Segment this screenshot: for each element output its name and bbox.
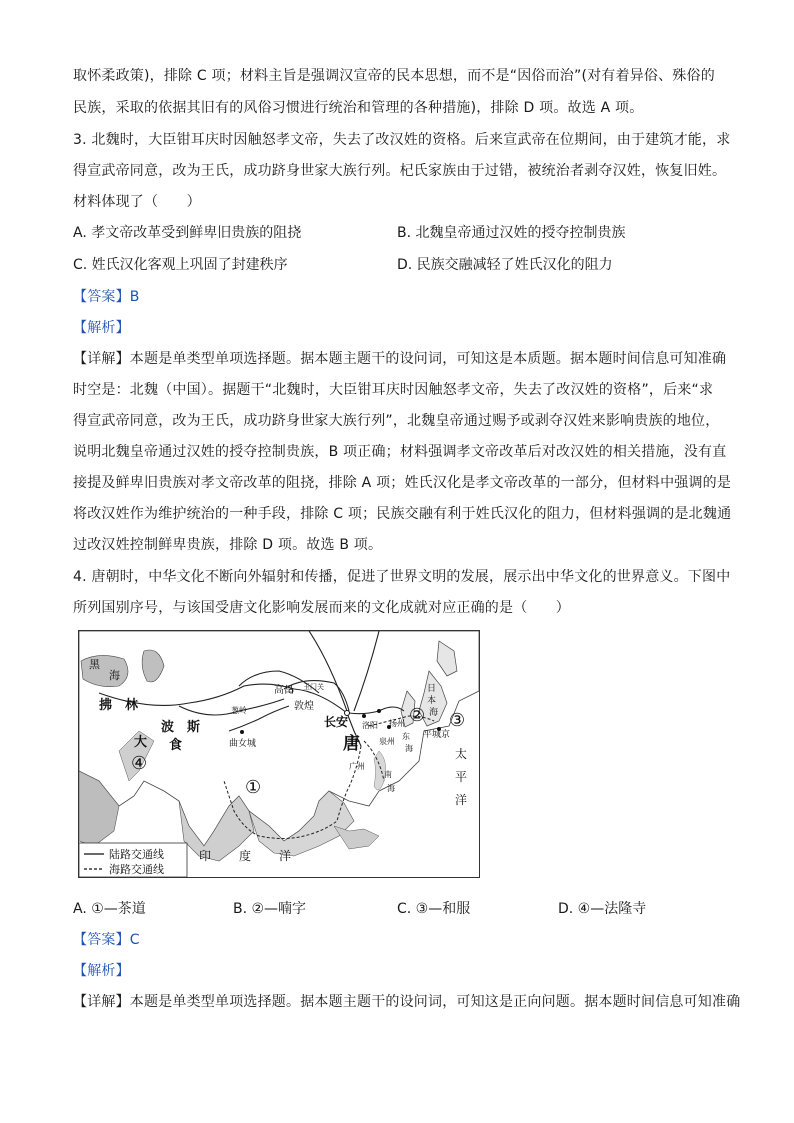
map-label: 长安 xyxy=(324,715,349,729)
map-label: 南 xyxy=(384,770,392,779)
question-4-analysis-label: 【解析】 xyxy=(73,963,130,979)
map-legend xyxy=(79,843,187,877)
tang-dynasty-map xyxy=(78,630,480,878)
question-4-option-d: D. ④—法隆寺 xyxy=(558,901,647,917)
map-label: 唐 xyxy=(343,734,360,754)
map-label: 印 xyxy=(199,849,212,863)
map-number-3: ③ xyxy=(449,710,466,731)
text-line: 取怀柔政策)，排除 C 项；材料主旨是强调汉宣帝的民本思想，而不是“因俗而治”(对有着异俗、殊俗的 xyxy=(73,68,715,84)
map-label: 曲女城 xyxy=(229,739,257,749)
map-label: 海 xyxy=(405,744,413,753)
question-3-detail: 将改汉姓作为维护统治的一种手段，排除 C 项；民族交融有利于姓氏汉化的阻力，但材料强调的是北魏通 xyxy=(73,506,732,522)
legend-sea-label: 海路交通线 xyxy=(109,863,164,876)
question-3-detail: 时空是：北魏（中国）。据题干“北魏时，大臣钳耳庆时因触怒孝文帝，失去了改汉姓的资格”，后来“求 xyxy=(73,382,714,398)
map-label: 波 斯 xyxy=(161,720,201,735)
question-3-option-d: D. 民族交融减轻了姓氏汉化的阻力 xyxy=(397,257,613,273)
map-label: 太 xyxy=(455,747,468,761)
map-label: 海 xyxy=(109,669,120,682)
map-label: 食 xyxy=(169,738,183,753)
map-label: 大 xyxy=(134,735,148,750)
map-label: 日 xyxy=(427,684,437,694)
map-label: 海 xyxy=(429,708,439,718)
map-label: 广州 xyxy=(349,762,365,771)
question-4-stem: 4. 唐朝时，中华文化不断向外辐射和传播，促进了世界文明的发展，展示出中华文化的世界意义。下图中 xyxy=(73,569,731,585)
map-number-2: ② xyxy=(409,705,426,726)
map-label: 黑 xyxy=(89,658,100,671)
question-3-stem: 3. 北魏时，大臣钳耳庆时因触怒孝文帝，失去了改汉姓的资格。后来宣武帝在位期间，由于建筑才能，求 xyxy=(73,132,731,148)
question-4-option-a: A. ①—茶道 xyxy=(73,901,146,917)
map-label: 度 xyxy=(239,849,252,863)
map-number-4: ④ xyxy=(131,753,148,774)
map-label: 洋 xyxy=(455,793,468,807)
map-label: 敦煌 xyxy=(294,701,314,712)
question-3-option-a: A. 孝文帝改革受到鲜卑旧贵族的阻挠 xyxy=(73,225,302,241)
question-3-detail: 接提及鲜卑旧贵族对孝文帝改革的阻挠，排除 A 项；姓氏汉化是孝文帝改革的一部分，但材料中强调的是 xyxy=(73,475,732,491)
question-3-stem: 材料体现了（ ） xyxy=(73,194,201,210)
map-label: 洛阳 xyxy=(362,721,378,730)
map-label: 海 xyxy=(387,784,395,793)
question-3-detail: 过改汉姓控制鲜卑贵族，排除 D 项。故选 B 项。 xyxy=(73,537,383,553)
question-3-stem: 得宣武帝同意，改为王氏，成功跻身世家大族行列。杞氏家族由于过错，被统治者剥夺汉姓，恢复旧姓。 xyxy=(73,163,727,179)
map-number-1: ① xyxy=(245,777,262,798)
map-label: 扬州 xyxy=(389,719,405,728)
map-label: 平 xyxy=(455,770,468,784)
map-label: 泉州 xyxy=(379,737,395,746)
question-4-answer: 【答案】C xyxy=(73,932,140,948)
map-label: 平城京 xyxy=(423,730,451,740)
text-line: 民族，采取的依据其旧有的风俗习惯进行统治和管理的各种措施)，排除 D 项。故选 A 项。 xyxy=(73,100,644,116)
map-label: 洋 xyxy=(279,849,292,863)
question-3-detail: 说明北魏皇帝通过汉姓的授夺控制贵族，B 项正确；材料强调孝文帝改革后对改汉姓的相关措施，没有直 xyxy=(73,444,727,460)
legend-land-label: 陆路交通线 xyxy=(109,848,164,861)
question-4-detail: 【详解】本题是单类型单项选择题。据本题主题干的设问词，可知这是正向问题。据本题时间信息可知准确 xyxy=(73,994,741,1010)
map-label: 玉门关 xyxy=(303,683,324,691)
map-label: 葱岭 xyxy=(231,706,247,715)
question-3-detail: 得宣武帝同意，改为王氏，成功跻身世家大族行列”，北魏皇帝通过赐予或剥夺汉姓来影响贵族的地位， xyxy=(73,413,720,429)
question-4-option-b: B. ②—喃字 xyxy=(233,901,307,917)
map-label: 东 xyxy=(402,732,410,741)
question-3-option-c: C. 姓氏汉化客观上巩固了封建秩序 xyxy=(73,257,288,273)
map-label: 高昌 xyxy=(274,685,294,696)
question-3-answer: 【答案】B xyxy=(73,289,140,305)
map-label: 拂 林 xyxy=(99,698,139,713)
question-3-option-b: B. 北魏皇帝通过汉姓的授夺控制贵族 xyxy=(397,225,626,241)
question-4-stem: 所列国别序号，与该国受唐文化影响发展而来的文化成就对应正确的是（ ） xyxy=(73,600,570,616)
question-3-detail: 【详解】本题是单类型单项选择题。据本题主题干的设问词，可知这是本质题。据本题时间信息可知准确 xyxy=(73,351,727,367)
question-4-option-c: C. ③—和服 xyxy=(397,901,471,917)
map-svg xyxy=(79,631,479,877)
question-3-analysis-label: 【解析】 xyxy=(73,320,130,336)
map-label: 本 xyxy=(427,696,437,706)
